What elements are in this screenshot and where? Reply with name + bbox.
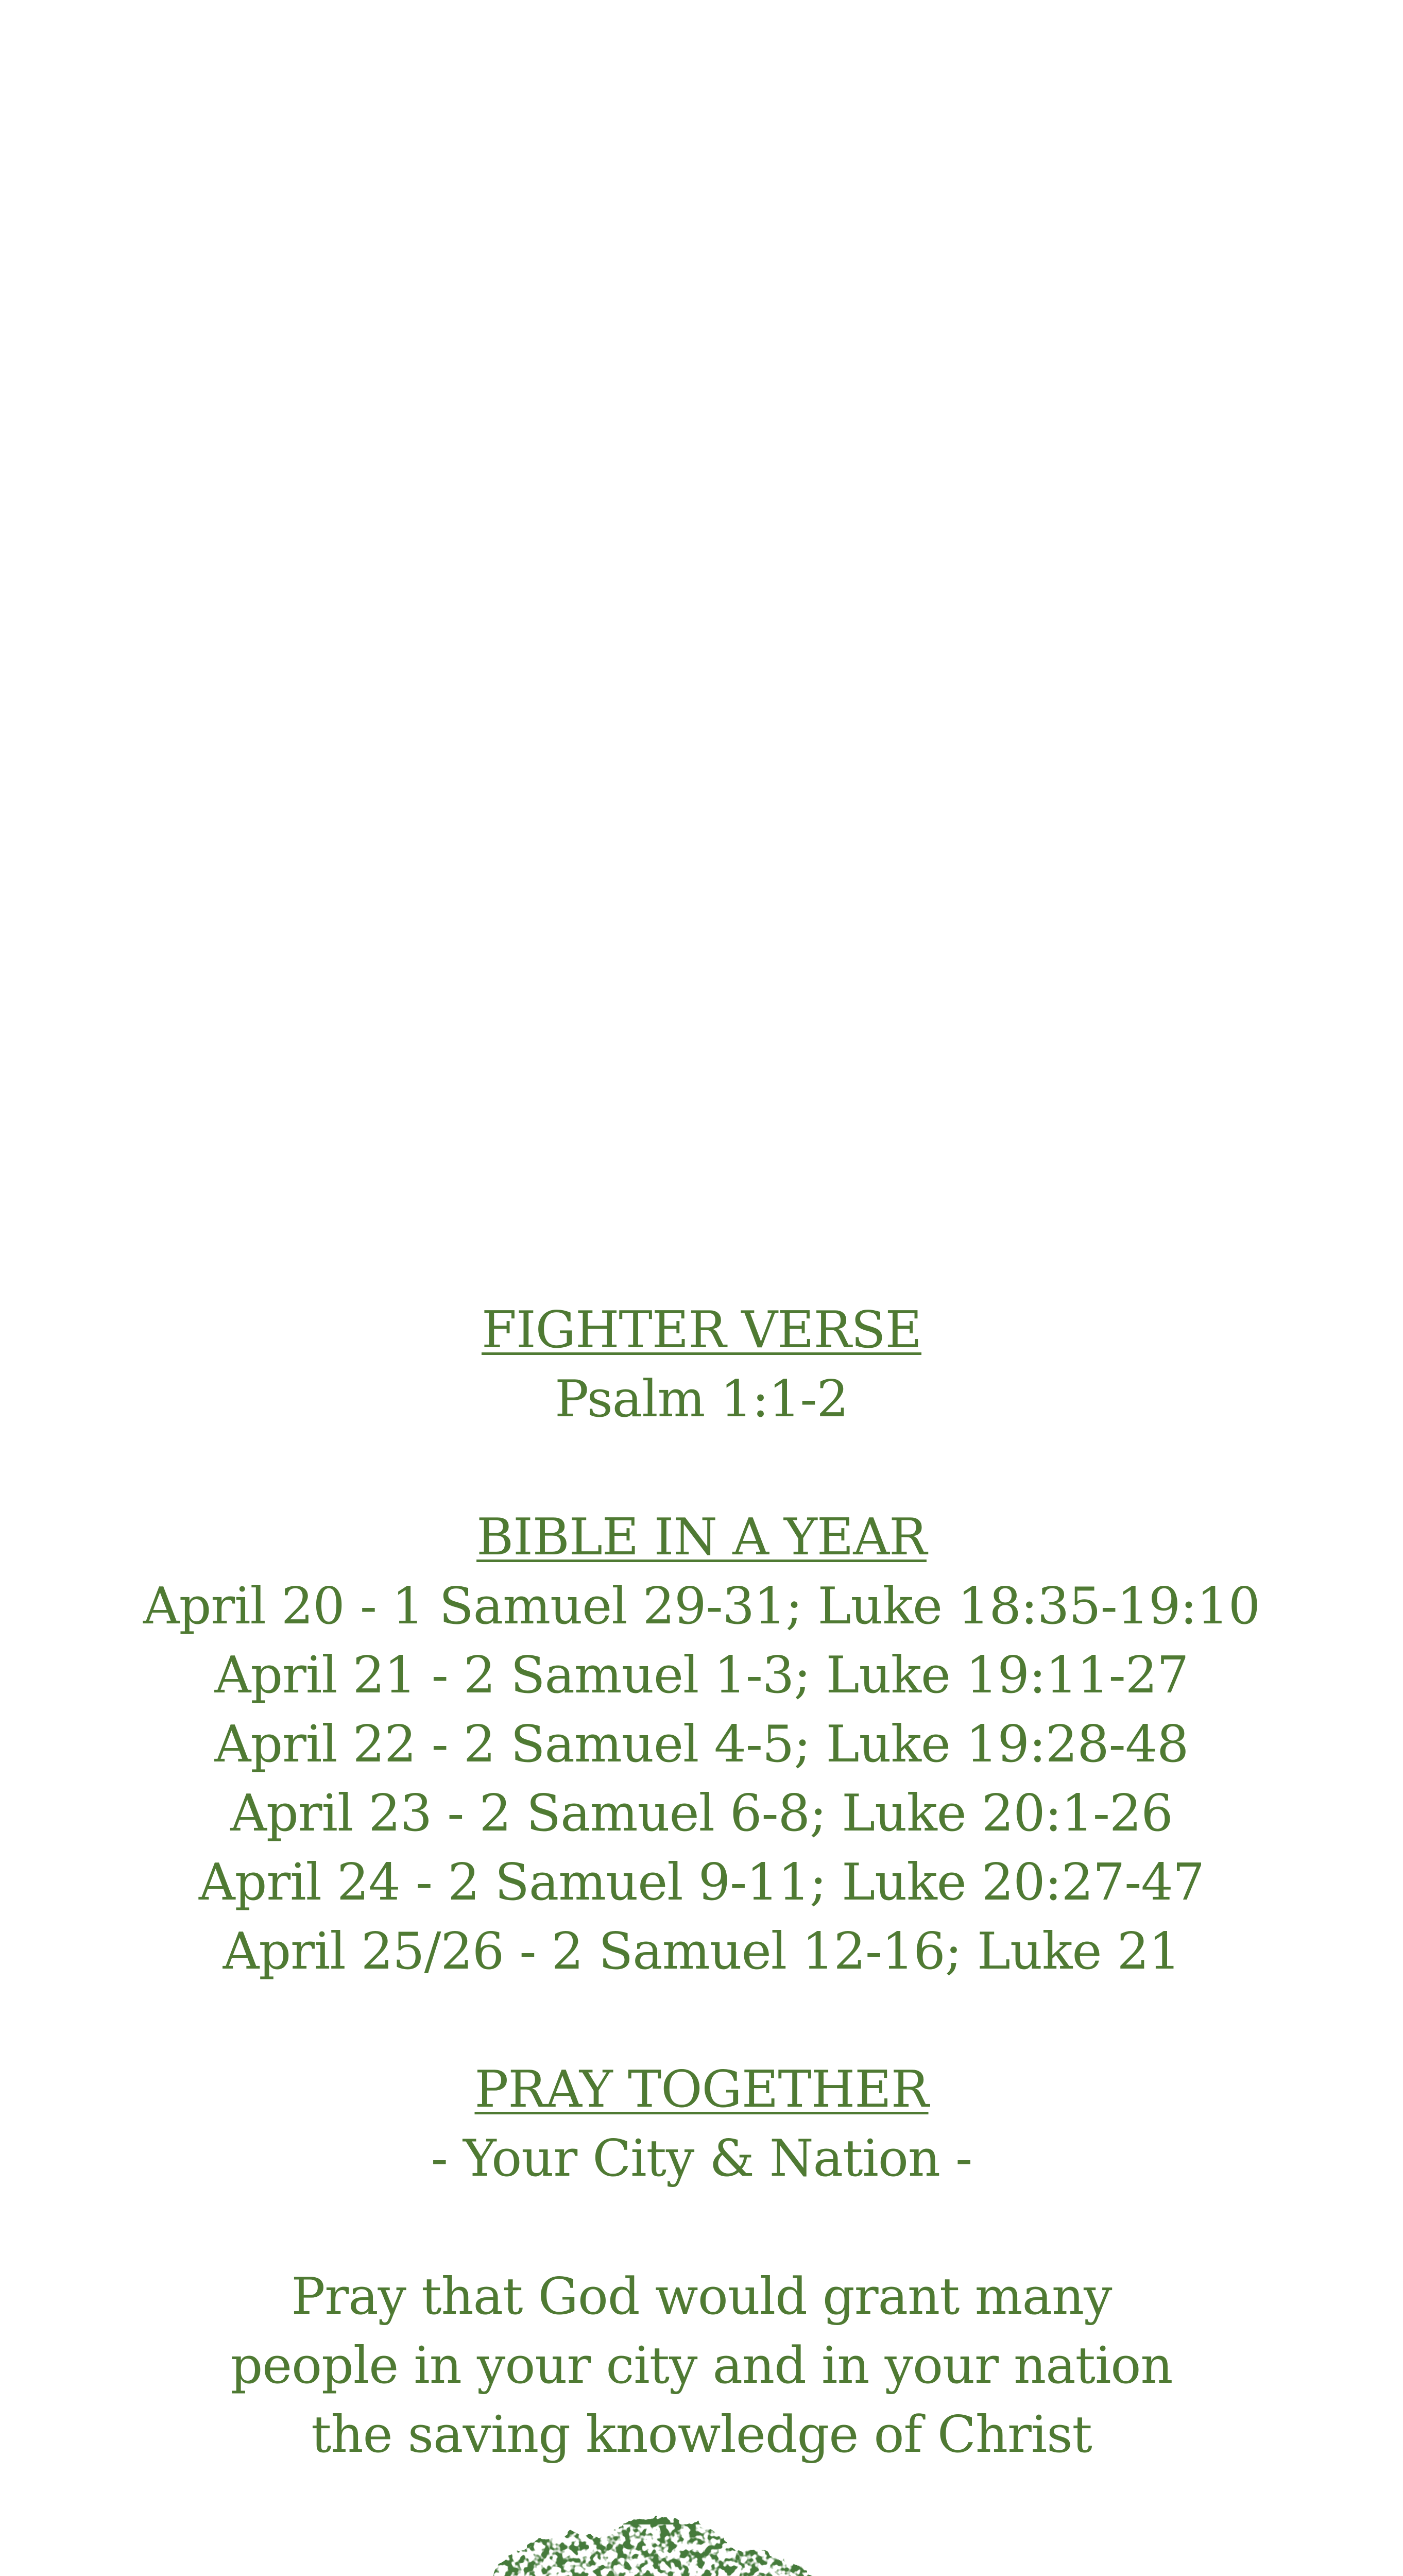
reading-item: April 24 - 2 Samuel 9-11; Luke 20:27-47 bbox=[198, 1853, 1205, 1912]
oak-tree-icon bbox=[417, 2514, 989, 2576]
spacer bbox=[0, 1986, 1403, 2055]
devotional-content bbox=[0, 1296, 1403, 2469]
reading-item: April 23 - 2 Samuel 6-8; Luke 20:1-26 bbox=[230, 1784, 1173, 1843]
reading-item: April 21 - 2 Samuel 1-3; Luke 19:11-27 bbox=[214, 1646, 1189, 1705]
reading-item: April 22 - 2 Samuel 4-5; Luke 19:28-48 bbox=[214, 1715, 1189, 1774]
bible-in-a-year-heading: BIBLE IN A YEAR bbox=[476, 1508, 927, 1567]
reading-item: April 25/26 - 2 Samuel 12-16; Luke 21 bbox=[223, 1922, 1180, 1981]
spacer bbox=[0, 2193, 1403, 2262]
fighter-verse-heading: FIGHTER VERSE bbox=[481, 1301, 922, 1360]
reading-item: April 20 - 1 Samuel 29-31; Luke 18:35-19:10 bbox=[143, 1577, 1260, 1636]
pray-together-heading: PRAY TOGETHER bbox=[474, 2060, 929, 2119]
fighter-verse-reference: Psalm 1:1-2 bbox=[555, 1370, 848, 1429]
spacer bbox=[0, 1434, 1403, 1503]
pray-together-subheading: - Your City & Nation - bbox=[431, 2129, 972, 2188]
prayer-text: Pray that God would grant many people in your city and in your nation the saving knowledge of Christ bbox=[230, 2267, 1173, 2464]
